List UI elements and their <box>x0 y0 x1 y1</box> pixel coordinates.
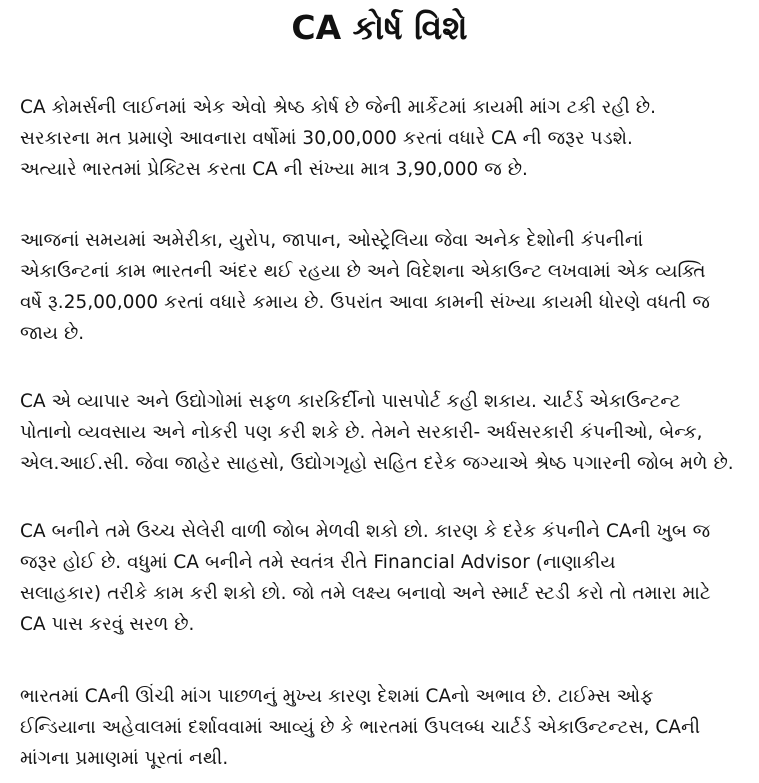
paragraph-ca-demand <box>20 92 742 185</box>
paragraph-career-passport <box>20 386 742 479</box>
paragraph-line: જરૂર હોઈ છે. વધુમાં CA બનીને તમે સ્વતંત્ર રીતે Financial Advisor (નાણાકીય <box>20 552 616 573</box>
paragraph-line: એલ.આઈ.સી. જેવા જાહેર સાહસો, ઉદ્યોગગૃહો સહિત દરેક જગ્યાએ શ્રેષ્ઠ પગારની જોબ મળે છે. <box>20 453 734 474</box>
paragraph-line: CA એ વ્યાપાર અને ઉદ્યોગોમાં સફળ કારકિર્દીનો પાસપોર્ટ કહી શકાય. ચાર્ટર્ડ એકાઉન્ટન્ટ <box>20 391 681 412</box>
paragraph-shortage <box>20 681 742 774</box>
paragraph-line: જાય છે. <box>20 323 85 344</box>
paragraph-line: માંગના પ્રમાણમાં પૂરતાં નથી. <box>20 748 229 769</box>
paragraph-line: CA કોમર્સની લાઈનમાં એક એવો શ્રેષ્ઠ કોર્ષ છે જેની માર્કેટમાં કાયમી માંગ ટકી રહી છે. <box>20 97 657 118</box>
paragraph-line: આજનાં સમયમાં અમેરીકા, યુરોપ, જાપાન, ઓસ્ટ્રેલિયા જેવા અનેક દેશોની કંપનીનાં <box>20 230 644 251</box>
paragraph-line: અત્યારે ભારતમાં પ્રેક્ટિસ કરતા CA ની સંખ્યા માત્ર 3,90,000 જ છે. <box>20 159 528 180</box>
page-title: CA કોર્ષ વિશે <box>291 8 468 47</box>
paragraph-line: CA પાસ કરવું સરળ છે. <box>20 614 195 635</box>
paragraph-line: સલાહકાર) તરીકે કામ કરી શકો છો. જો તમે લક્ષ્ય બનાવો અને સ્માર્ટ સ્ટડી કરો તો તમારા માટે <box>20 583 711 604</box>
paragraph-line: ઈન્ડિયાના અહેવાલમાં દર્શાવવામાં આવ્યું છે કે ભારતમાં ઉપલબ્ધ ચાર્ટર્ડ એકાઉન્ટન્ટસ, CAની <box>20 717 701 738</box>
paragraph-line: વર્ષે રૂ.25,00,000 કરતાં વધારે કમાય છે. ઉપરાંત આવા કામની સંખ્યા કાયમી ધોરણે વધતી જ <box>20 292 710 313</box>
paragraph-line: CA બનીને તમે ઉચ્ચ સેલેરી વાળી જોબ મેળવી શકો છો. કારણ કે દરેક કંપનીને CAની ખુબ જ <box>20 521 711 542</box>
paragraph-foreign-accounts <box>20 225 742 349</box>
paragraph-line: પોતાનો વ્યવસાય અને નોકરી પણ કરી શકે છે. તેમને સરકારી- અર્ધસરકારી કંપનીઓ, બેન્ક, <box>20 422 703 443</box>
paragraph-salary-advisor <box>20 516 742 640</box>
paragraph-line: એકાઉન્ટનાં કામ ભારતની અંદર થઈ રહયા છે અને વિદેશના એકાઉન્ટ લખવામાં એક વ્યક્તિ <box>20 261 706 282</box>
paragraph-line: ભારતમાં CAની ઊંચી માંગ પાછળનું મુખ્ય કારણ દેશમાં CAનો અભાવ છે. ટાઈમ્સ ઓફ <box>20 686 654 707</box>
paragraph-line: સરકારના મત પ્રમાણે આવનારા વર્ષોમાં 30,00,000 કરતાં વધારે CA ની જરૂર પડશે. <box>20 128 633 149</box>
